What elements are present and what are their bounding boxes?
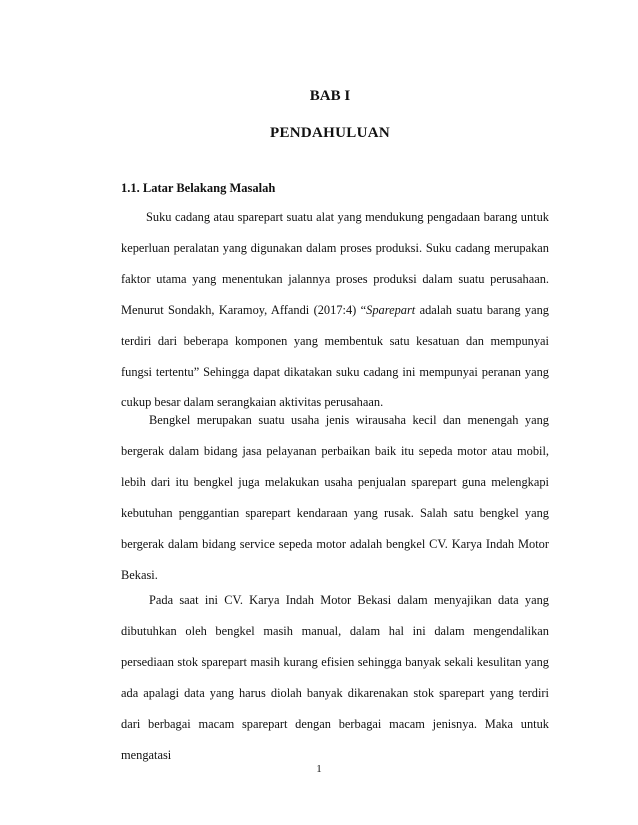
paragraph-1 [121, 202, 549, 418]
paragraph-1-text-b: adalah suatu barang yang terdiri dari beberapa komponen yang membentuk satu kesatuan dan mempunyai fungsi tertentu” Sehingga dapat dikatakan suku cadang ini mempunyai peranan yang cukup besar dalam serangkaian aktivitas perusahaan. [121, 302, 549, 410]
page-number: 1 [316, 763, 322, 775]
section-heading: 1.1. Latar Belakang Masalah [121, 181, 276, 195]
paragraph-2: Bengkel merupakan suatu usaha jenis wirausaha kecil dan menengah yang bergerak dalam bidang jasa pelayanan perbaikan baik itu sepeda motor atau mobil, lebih dari itu bengkel juga melakukan usaha penjualan sparepart guna melengkapi kebutuhan penggantian sparepart kendaraan yang rusak. Salah satu bengkel yang bergerak dalam bidang service sepeda motor adalah bengkel CV. Karya Indah Motor Bekasi. [121, 413, 549, 582]
chapter-title: PENDAHULUAN [270, 125, 390, 141]
paragraph-1-text-a: Suku cadang atau sparepart suatu alat yang mendukung pengadaan barang untuk keperluan peralatan yang digunakan dalam proses produksi. Suku cadang merupakan faktor utama yang menentukan jalannya proses produksi dalam suatu perusahaan. Menurut Sondakh, Karamoy, Affandi (2017:4) “ [121, 210, 549, 317]
paragraph-3: Pada saat ini CV. Karya Indah Motor Bekasi dalam menyajikan data yang dibutuhkan oleh bengkel masih manual, dalam hal ini dalam mengendalikan persediaan stok sparepart masih kurang efisien sehingga banyak sekali kesulitan yang ada apalagi data yang harus diolah banyak dikarenakan stok sparepart yang terdiri dari berbagai macam sparepart dengan berbagai macam jenisnya. Maka untuk mengatasi [121, 593, 549, 762]
chapter-number: BAB I [309, 88, 351, 104]
paragraph-1-italic-term: Sparepart [366, 302, 416, 317]
